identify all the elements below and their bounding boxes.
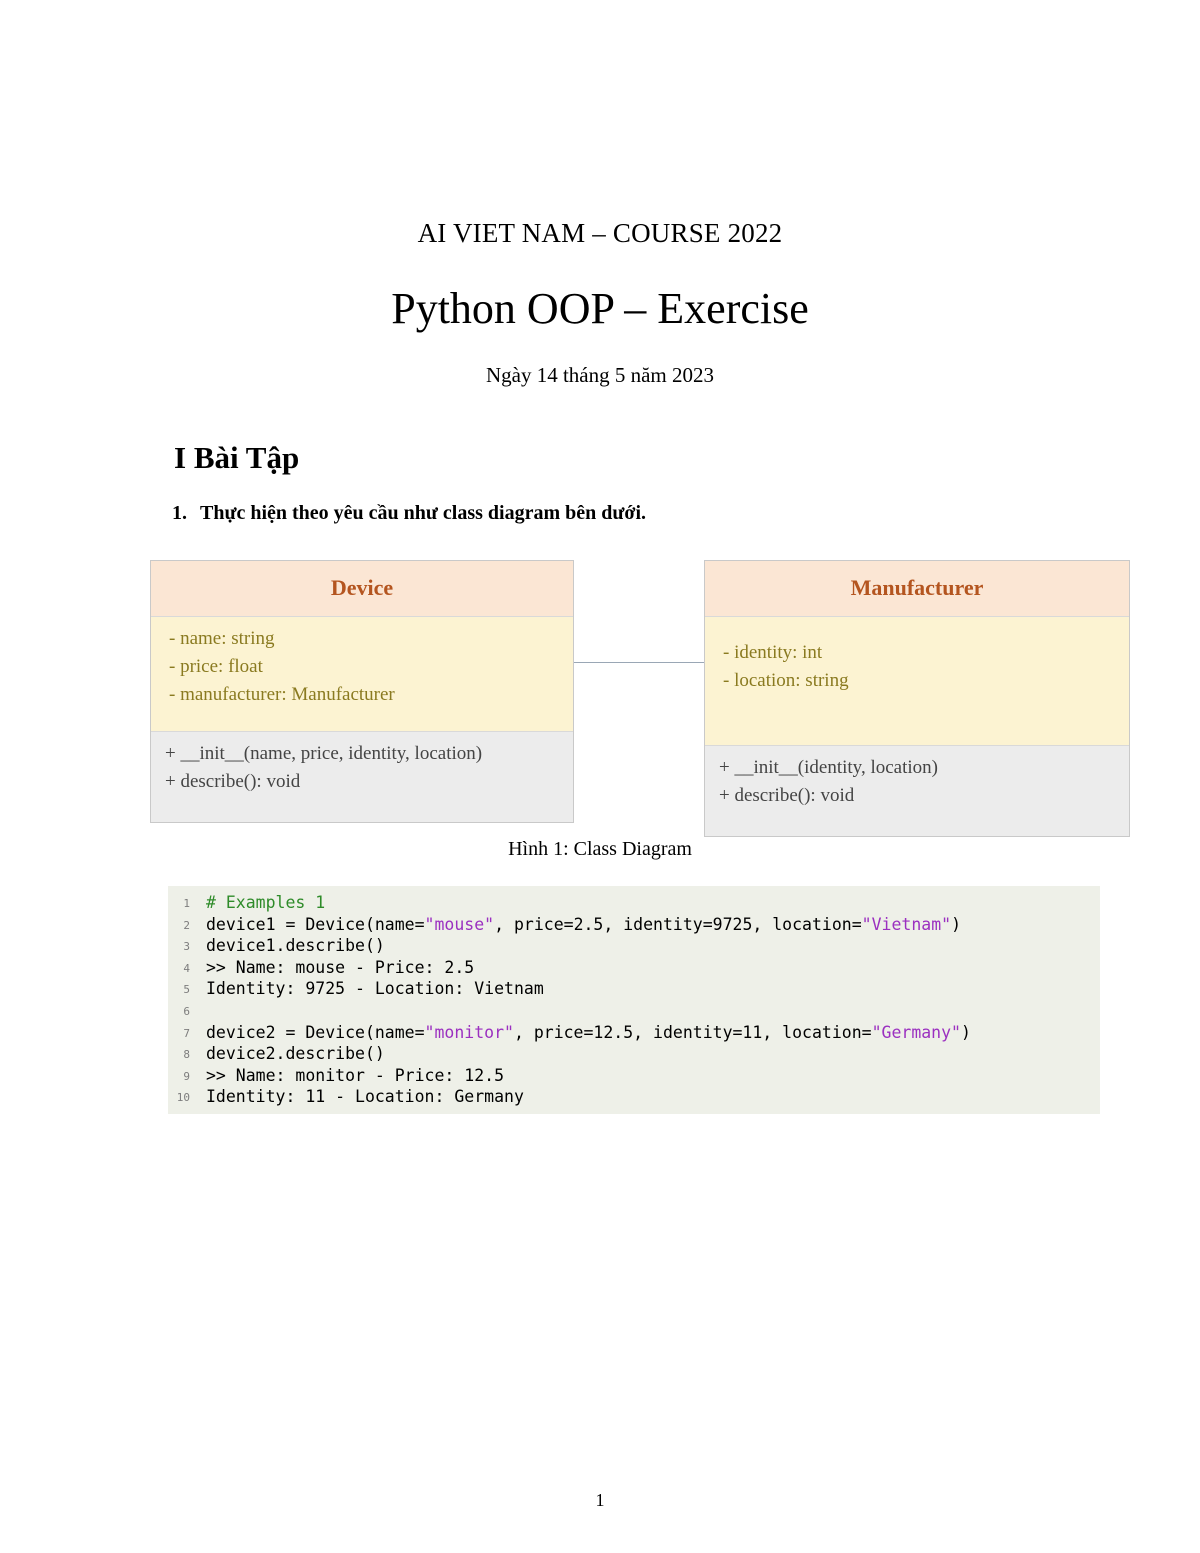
code-token: device1.describe()	[206, 936, 385, 956]
uml-attribute: - manufacturer: Manufacturer	[169, 684, 395, 705]
uml-operation: + __init__(identity, location)	[719, 757, 938, 778]
code-token: , price=2.5, identity=9725, location=	[494, 914, 862, 934]
uml-class-device	[150, 560, 574, 823]
figure-caption: Hình 1: Class Diagram	[508, 838, 692, 860]
uml-association-line	[574, 662, 704, 663]
page-number: 1	[595, 1490, 605, 1510]
uml-attribute: - identity: int	[723, 642, 823, 663]
code-token: "mouse"	[424, 914, 495, 934]
section-heading: I Bài Tập	[174, 440, 300, 475]
code-line-number: 5	[183, 983, 190, 997]
page-title: Python OOP – Exercise	[391, 284, 809, 333]
uml-attribute: - name: string	[169, 628, 275, 649]
code-token: "Vietnam"	[861, 914, 952, 934]
document-date: Ngày 14 tháng 5 năm 2023	[485, 363, 715, 387]
code-token: Identity: 11 - Location: Germany	[206, 1087, 524, 1107]
code-token: device1 = Device(name=	[206, 914, 425, 934]
code-token: Identity: 9725 - Location: Vietnam	[206, 979, 544, 999]
exercise-number: 1.	[172, 502, 187, 524]
code-line-number: 10	[176, 1091, 190, 1105]
code-token: , price=12.5, identity=11, location=	[513, 1022, 872, 1042]
code-line	[168, 1086, 1100, 1108]
code-line	[168, 1000, 1100, 1022]
code-token: device2.describe()	[206, 1044, 385, 1064]
code-token: "Germany"	[871, 1022, 961, 1042]
code-line	[168, 957, 1100, 979]
code-line	[168, 892, 1100, 914]
code-token: )	[960, 1022, 971, 1042]
code-line-number: 6	[183, 1004, 190, 1018]
code-line-text	[198, 1022, 971, 1044]
class-diagram	[150, 560, 1130, 806]
code-line-number: 8	[183, 1048, 190, 1062]
uml-operation: + __init__(name, price, identity, location)	[165, 743, 483, 764]
code-line	[168, 978, 1100, 1000]
uml-device-attributes	[151, 617, 573, 732]
code-token: >> Name: monitor - Price: 12.5	[206, 1065, 505, 1085]
code-line-text	[198, 1086, 524, 1108]
code-line-number: 4	[183, 961, 190, 975]
code-token: )	[951, 914, 961, 934]
code-line-number: 1	[183, 897, 190, 910]
uml-device-title: Device	[151, 561, 573, 617]
code-line-text	[198, 892, 325, 914]
code-token: "monitor"	[424, 1022, 514, 1042]
code-line	[168, 1022, 1100, 1044]
code-token: device2 = Device(name=	[206, 1022, 425, 1042]
code-token: # Examples 1	[206, 893, 326, 912]
uml-operation: + describe(): void	[719, 785, 855, 806]
code-line-text	[198, 1065, 504, 1087]
code-line-number: 2	[183, 918, 190, 932]
uml-manufacturer-title: Manufacturer	[705, 561, 1129, 617]
code-line-number: 7	[183, 1026, 190, 1040]
code-block	[168, 886, 1100, 1114]
uml-attribute: - location: string	[723, 670, 849, 691]
course-line: AI VIET NAM – COURSE 2022	[417, 218, 783, 248]
uml-device-operations	[151, 732, 573, 822]
code-line-number: 3	[183, 940, 190, 954]
uml-manufacturer-attributes	[705, 617, 1129, 746]
code-line-text	[198, 978, 544, 1000]
code-line	[168, 1043, 1100, 1065]
uml-operation: + describe(): void	[165, 771, 301, 792]
code-line-text	[198, 1043, 385, 1065]
code-line-number: 9	[183, 1069, 190, 1083]
code-line-text	[198, 957, 474, 979]
code-line	[168, 1065, 1100, 1087]
code-line-text	[198, 935, 385, 957]
exercise-text: Thực hiện theo yêu cầu như class diagram bên dưới.	[200, 502, 647, 524]
code-line	[168, 914, 1100, 936]
uml-manufacturer-operations	[705, 746, 1129, 836]
code-line-text	[198, 914, 961, 936]
uml-attribute: - price: float	[169, 656, 263, 677]
uml-class-manufacturer	[704, 560, 1130, 837]
code-token: >> Name: mouse - Price: 2.5	[206, 957, 475, 977]
code-line	[168, 935, 1100, 957]
